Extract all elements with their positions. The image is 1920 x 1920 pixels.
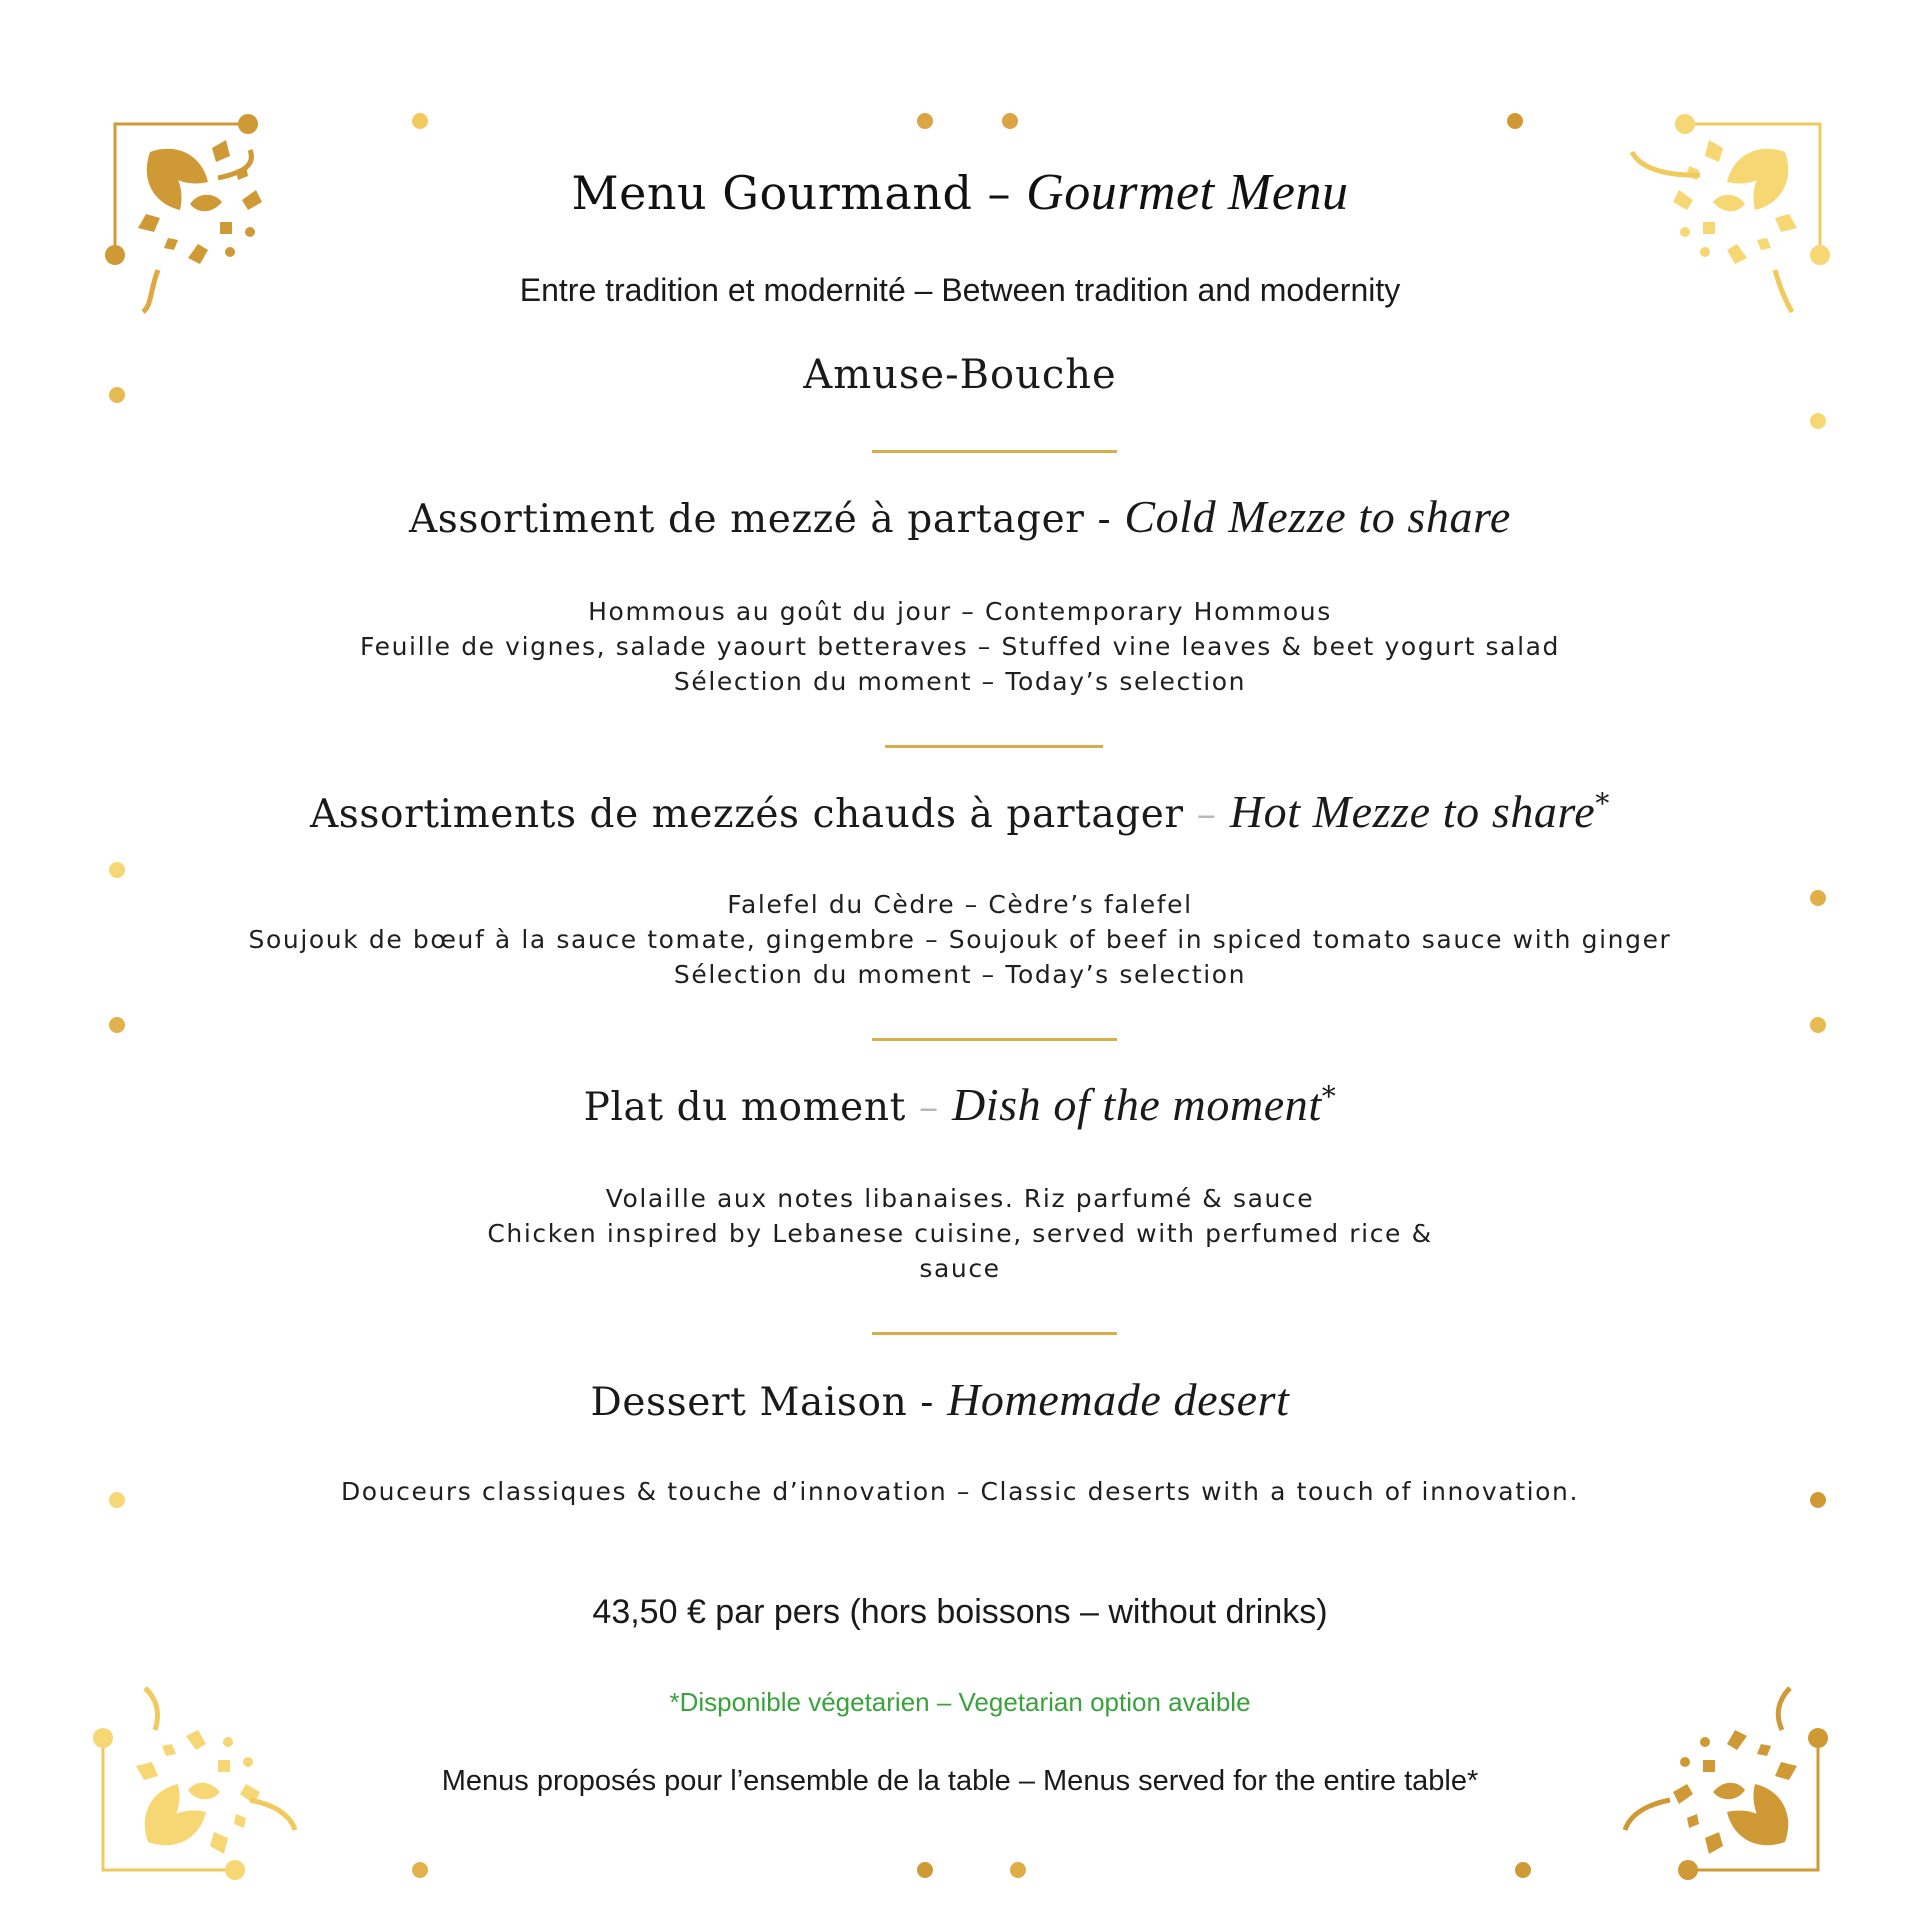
menu-title-separator: – (972, 166, 1027, 220)
course-name-fr: Assortiment de mezzé à partager (409, 497, 1085, 542)
section-divider (872, 1332, 1117, 1335)
menu-item: Chicken inspired by Lebanese cuisine, served with perfumed rice & (487, 1219, 1433, 1248)
menu-item: Volaille aux notes libanaises. Riz parfumé & sauce (605, 1184, 1315, 1213)
menu-item: Falefel du Cèdre – Cèdre’s falefel (727, 890, 1193, 919)
course-name-en: Cold Mezze to share (1124, 491, 1511, 542)
menu-title-en: Gourmet Menu (1026, 164, 1349, 221)
menu-item: Douceurs classiques & touche d’innovation – Classic deserts with a touch of innovation. (340, 1477, 1580, 1506)
course-name-en: Homemade desert (947, 1374, 1290, 1425)
section-divider (872, 450, 1117, 453)
menu-price: 43,50 € par pers (hors boissons – without drinks) (592, 1593, 1328, 1631)
menu-item: Sélection du moment – Today’s selection (673, 960, 1247, 989)
section-divider (872, 1038, 1117, 1041)
menu-item: Soujouk de bœuf à la sauce tomate, gingembre – Soujouk of beef in spiced tomato sauce with ginger (248, 925, 1672, 954)
vegetarian-asterisk: * (1321, 1080, 1337, 1113)
course-heading-dish-of-the-moment (0, 1078, 1920, 1131)
course-separator: - (907, 1380, 948, 1425)
course-separator: – (905, 1085, 952, 1130)
menu-tagline: Entre tradition et modernité – Between tradition and modernity (519, 272, 1401, 308)
course-heading-hot-mezze (0, 785, 1920, 838)
course-name-fr: Dessert Maison (590, 1380, 908, 1425)
course-name-fr: Plat du moment (583, 1085, 906, 1130)
course-separator: – (1183, 792, 1230, 837)
vegetarian-note: *Disponible végetarien – Vegetarian option avaible (669, 1687, 1251, 1717)
amuse-bouche-heading: Amuse-Bouche (803, 352, 1117, 398)
menu-item: Sélection du moment – Today’s selection (673, 667, 1247, 696)
menu-item: sauce (919, 1254, 1001, 1283)
course-name-fr: Assortiments de mezzés chauds à partager (310, 792, 1184, 837)
course-heading-dessert (0, 1373, 1880, 1426)
menu-item: Hommous au goût du jour – Contemporary Hommous (588, 597, 1332, 626)
course-heading-cold-mezze (0, 490, 1920, 543)
section-divider (885, 745, 1103, 748)
course-name-en: Hot Mezze to share (1229, 786, 1596, 837)
table-menu-note: Menus proposés pour l’ensemble de la table – Menus served for the entire table* (441, 1765, 1479, 1797)
menu-title (0, 163, 1920, 222)
menu-item: Feuille de vignes, salade yaourt betteraves – Stuffed vine leaves & beet yogurt salad (359, 632, 1561, 661)
course-name-en: Dish of the moment (951, 1079, 1322, 1130)
course-separator: - (1084, 497, 1125, 542)
vegetarian-asterisk: * (1595, 787, 1610, 820)
menu-title-fr: Menu Gourmand (571, 166, 973, 220)
